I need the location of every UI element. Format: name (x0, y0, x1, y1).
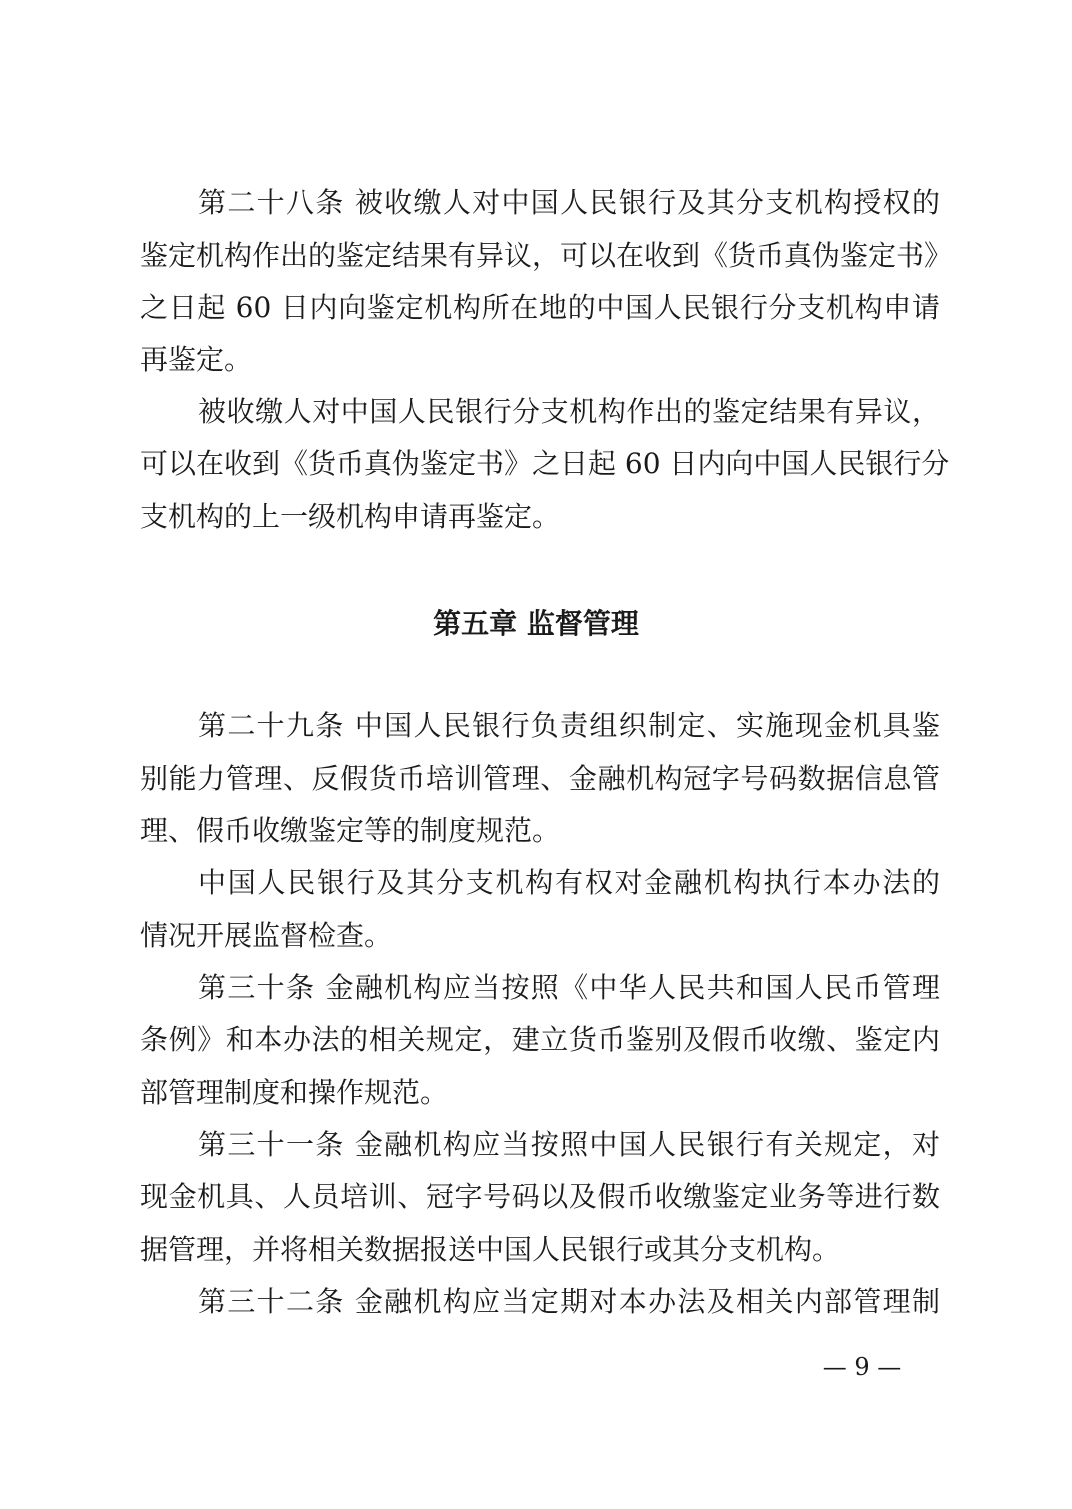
article-28-para2-line-1: 被收缴人对中国人民银行分支机构作出的鉴定结果有异议， (198, 395, 940, 428)
article-31-line-3: 据管理，并将相关数据报送中国人民银行或其分支机构。 (140, 1233, 841, 1266)
article-28-line-1: 第二十八条 被收缴人对中国人民银行及其分支机构授权的 (198, 186, 940, 219)
article-29-line-3: 理、假币收缴鉴定等的制度规范。 (140, 814, 561, 847)
article-30-line-3: 部管理制度和操作规范。 (140, 1076, 449, 1109)
article-29-para2-line-1: 中国人民银行及其分支机构有权对金融机构执行本办法的 (198, 866, 940, 899)
article-31-line-1: 第三十一条 金融机构应当按照中国人民银行有关规定，对 (198, 1128, 940, 1161)
article-28-line-3: 之日起 60 日内向鉴定机构所在地的中国人民银行分支机构申请 (140, 291, 940, 324)
article-30-line-2: 条例》和本办法的相关规定，建立货币鉴别及假币收缴、鉴定内 (140, 1023, 940, 1056)
article-28-para2-line-2: 可以在收到《货币真伪鉴定书》之日起 60 日内向中国人民银行分 (140, 447, 950, 480)
article-28-line-4: 再鉴定。 (140, 343, 253, 376)
article-30-line-1: 第三十条 金融机构应当按照《中华人民共和国人民币管理 (198, 971, 940, 1004)
article-31-line-2: 现金机具、人员培训、冠字号码以及假币收缴鉴定业务等进行数 (140, 1180, 940, 1213)
article-28-para2-line-3: 支机构的上一级机构申请再鉴定。 (140, 500, 561, 533)
article-29-para2-line-2: 情况开展监督检查。 (140, 919, 393, 952)
article-32-line-1: 第三十二条 金融机构应当定期对本办法及相关内部管理制 (198, 1285, 940, 1318)
article-29-line-1: 第二十九条 中国人民银行负责组织制定、实施现金机具鉴 (198, 709, 940, 742)
chapter-heading: 第五章 监督管理 (433, 607, 639, 640)
article-28-line-2: 鉴定机构作出的鉴定结果有异议，可以在收到《货币真伪鉴定书》 (140, 239, 953, 272)
page-number: — 9 — (822, 1353, 902, 1381)
article-29-line-2: 别能力管理、反假货币培训管理、金融机构冠字号码数据信息管 (140, 762, 940, 795)
